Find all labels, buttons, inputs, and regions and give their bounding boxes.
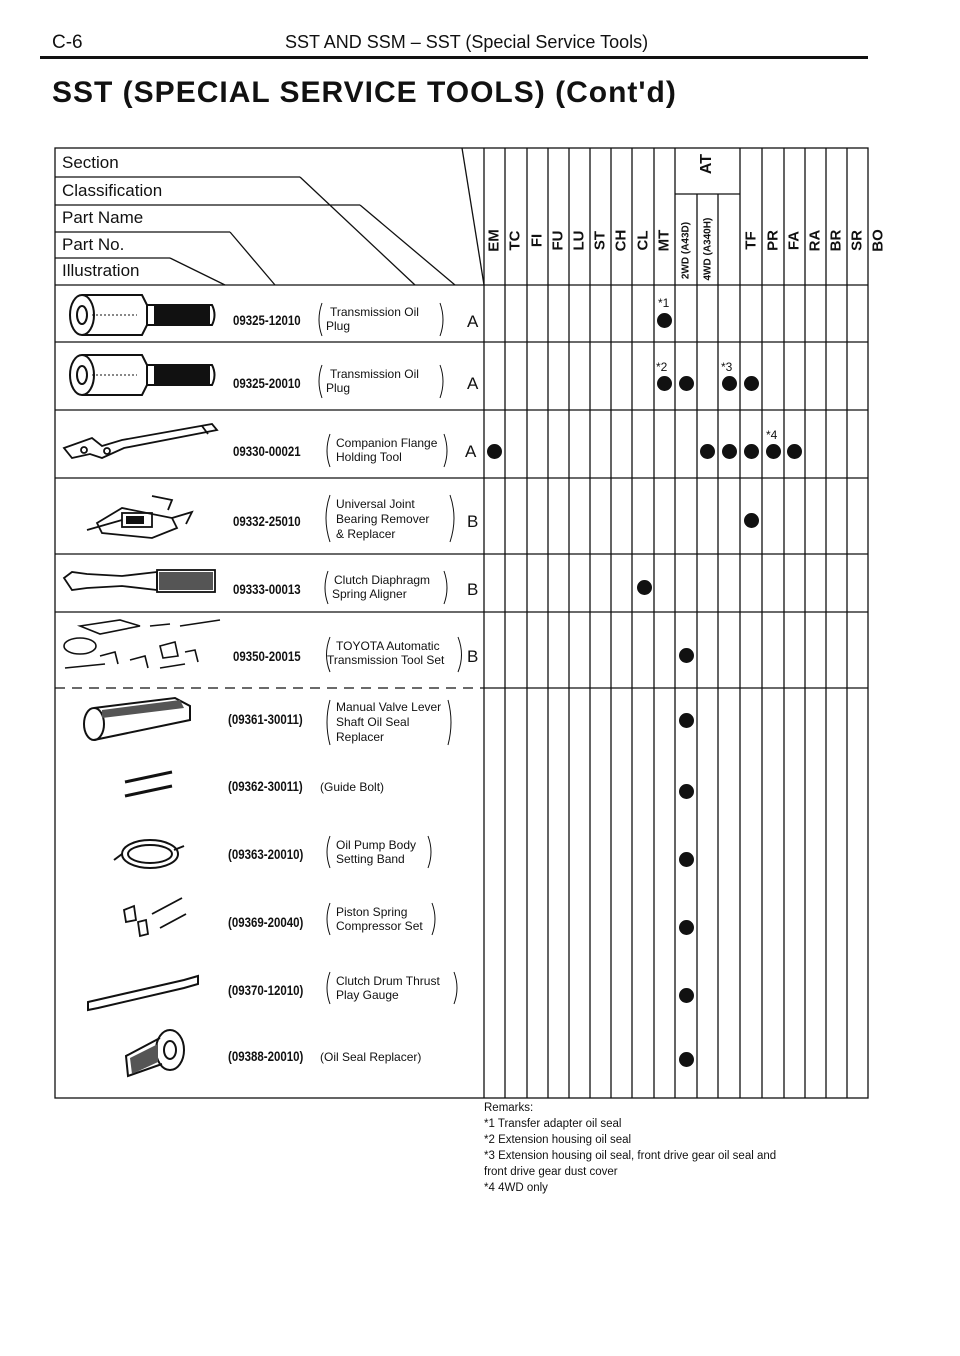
applicability-dot	[679, 920, 694, 935]
part-no: 09350-20015	[233, 648, 301, 664]
note-marker: *2	[656, 360, 668, 374]
col-st: ST	[591, 230, 609, 251]
part-name-line: Oil Pump Body	[336, 838, 417, 852]
classification-value: A	[465, 442, 477, 461]
part-no: (09369-20040)	[228, 914, 304, 930]
part-no: 09330-00021	[233, 443, 301, 459]
applicability-dot	[744, 376, 759, 391]
part-name-line: Plug	[326, 319, 351, 333]
part-no: (09362-30011)	[228, 778, 303, 794]
part-name-line: Clutch Drum Thrust	[336, 974, 440, 988]
applicability-dot	[679, 988, 694, 1003]
part-no: 09325-20010	[233, 375, 301, 391]
part-no: (09370-12010)	[228, 982, 304, 998]
part-name-line: Shaft Oil Seal	[336, 715, 410, 729]
part-no: 09325-12010	[233, 312, 301, 328]
applicability-dot	[787, 444, 802, 459]
part-name-line: Replacer	[336, 730, 385, 744]
header-title: SST AND SSM – SST (Special Service Tools)	[285, 32, 649, 52]
applicability-dot	[679, 648, 694, 663]
classification-value: B	[467, 647, 479, 666]
part-name-line: Plug	[326, 381, 351, 395]
col-at-2wd: 2WD (A43D)	[680, 221, 692, 280]
part-name-line: Transmission Tool Set	[327, 653, 445, 667]
col-tf: TF	[742, 231, 760, 250]
part-name-line: Bearing Remover	[336, 512, 430, 526]
applicability-dot	[487, 444, 502, 459]
applicability-dot	[657, 313, 672, 328]
col-at-4wd: 4WD (A340H)	[702, 217, 714, 281]
part-name-line: Piston Spring	[336, 905, 408, 919]
part-name-line: Compressor Set	[336, 919, 423, 933]
applicability-dot	[657, 376, 672, 391]
part-name-label: Part Name	[62, 208, 144, 227]
col-tc: TC	[506, 230, 524, 251]
part-no: (09388-20010)	[228, 1048, 304, 1064]
section-label: Section	[62, 153, 119, 172]
part-name-line: (Oil Seal Replacer)	[320, 1050, 422, 1064]
part-name-line: Clutch Diaphragm	[334, 573, 431, 587]
part-name-line: Transmission Oil	[330, 367, 419, 381]
part-name-line: TOYOTA Automatic	[336, 639, 440, 653]
col-em: EM	[485, 229, 503, 252]
col-pr: PR	[764, 230, 782, 251]
part-no: 09333-00013	[233, 581, 301, 597]
note-marker: *1	[658, 296, 670, 310]
classification-label: Classification	[62, 181, 163, 200]
classification-value: B	[467, 512, 479, 531]
col-sr: SR	[848, 230, 866, 251]
applicability-dot	[679, 1052, 694, 1067]
part-no: 09332-25010	[233, 513, 301, 529]
part-name-line: Companion Flange	[336, 436, 438, 450]
part-name-line: Universal Joint	[336, 497, 415, 511]
col-lu: LU	[570, 230, 588, 251]
applicability-dot	[700, 444, 715, 459]
page-heading: SST (SPECIAL SERVICE TOOLS) (Cont'd)	[52, 76, 677, 109]
part-no-label: Part No.	[62, 235, 125, 254]
remark-item: *4 4WD only	[484, 1182, 548, 1194]
applicability-dot	[744, 444, 759, 459]
col-ra: RA	[806, 229, 824, 252]
applicability-dot	[679, 713, 694, 728]
note-marker: *3	[721, 360, 733, 374]
part-name-line: Transmission Oil	[330, 305, 419, 319]
applicability-dot	[679, 852, 694, 867]
illustration-label: Illustration	[62, 261, 140, 280]
col-br: BR	[827, 229, 845, 252]
remark-item: *3 Extension housing oil seal, front drive gear oil seal and	[484, 1150, 777, 1162]
part-no: (09363-20010)	[228, 846, 304, 862]
part-name-line: Spring Aligner	[332, 587, 407, 601]
applicability-dot	[637, 580, 652, 595]
applicability-dot	[744, 513, 759, 528]
part-name-line: Setting Band	[336, 852, 405, 866]
applicability-dot	[722, 444, 737, 459]
part-name-line: (Guide Bolt)	[320, 780, 385, 794]
note-marker: *4	[766, 428, 778, 442]
part-name-line: & Replacer	[336, 527, 396, 541]
remark-item: front drive gear dust cover	[484, 1166, 618, 1178]
applicability-dot	[679, 376, 694, 391]
col-fa: FA	[785, 230, 803, 251]
applicability-dot	[766, 444, 781, 459]
col-bo: BO	[869, 229, 887, 252]
col-fu: FU	[549, 230, 567, 251]
remark-item: *2 Extension housing oil seal	[484, 1134, 632, 1146]
part-name-line: Holding Tool	[336, 450, 402, 464]
remarks-title: Remarks:	[484, 1102, 534, 1114]
col-mt: MT	[655, 229, 673, 252]
col-at: AT	[698, 153, 715, 175]
part-name-line: Play Gauge	[336, 988, 399, 1002]
remark-item: *1 Transfer adapter oil seal	[484, 1118, 622, 1130]
part-no: (09361-30011)	[228, 711, 303, 727]
applicability-dot	[679, 784, 694, 799]
page-number: C-6	[52, 32, 83, 53]
part-name-line: Manual Valve Lever	[336, 700, 442, 714]
applicability-dot	[722, 376, 737, 391]
col-fi: FI	[528, 233, 546, 248]
classification-value: A	[467, 374, 479, 393]
classification-value: A	[467, 312, 479, 331]
classification-value: B	[467, 580, 479, 599]
col-cl: CL	[634, 230, 652, 251]
col-ch: CH	[612, 229, 630, 252]
